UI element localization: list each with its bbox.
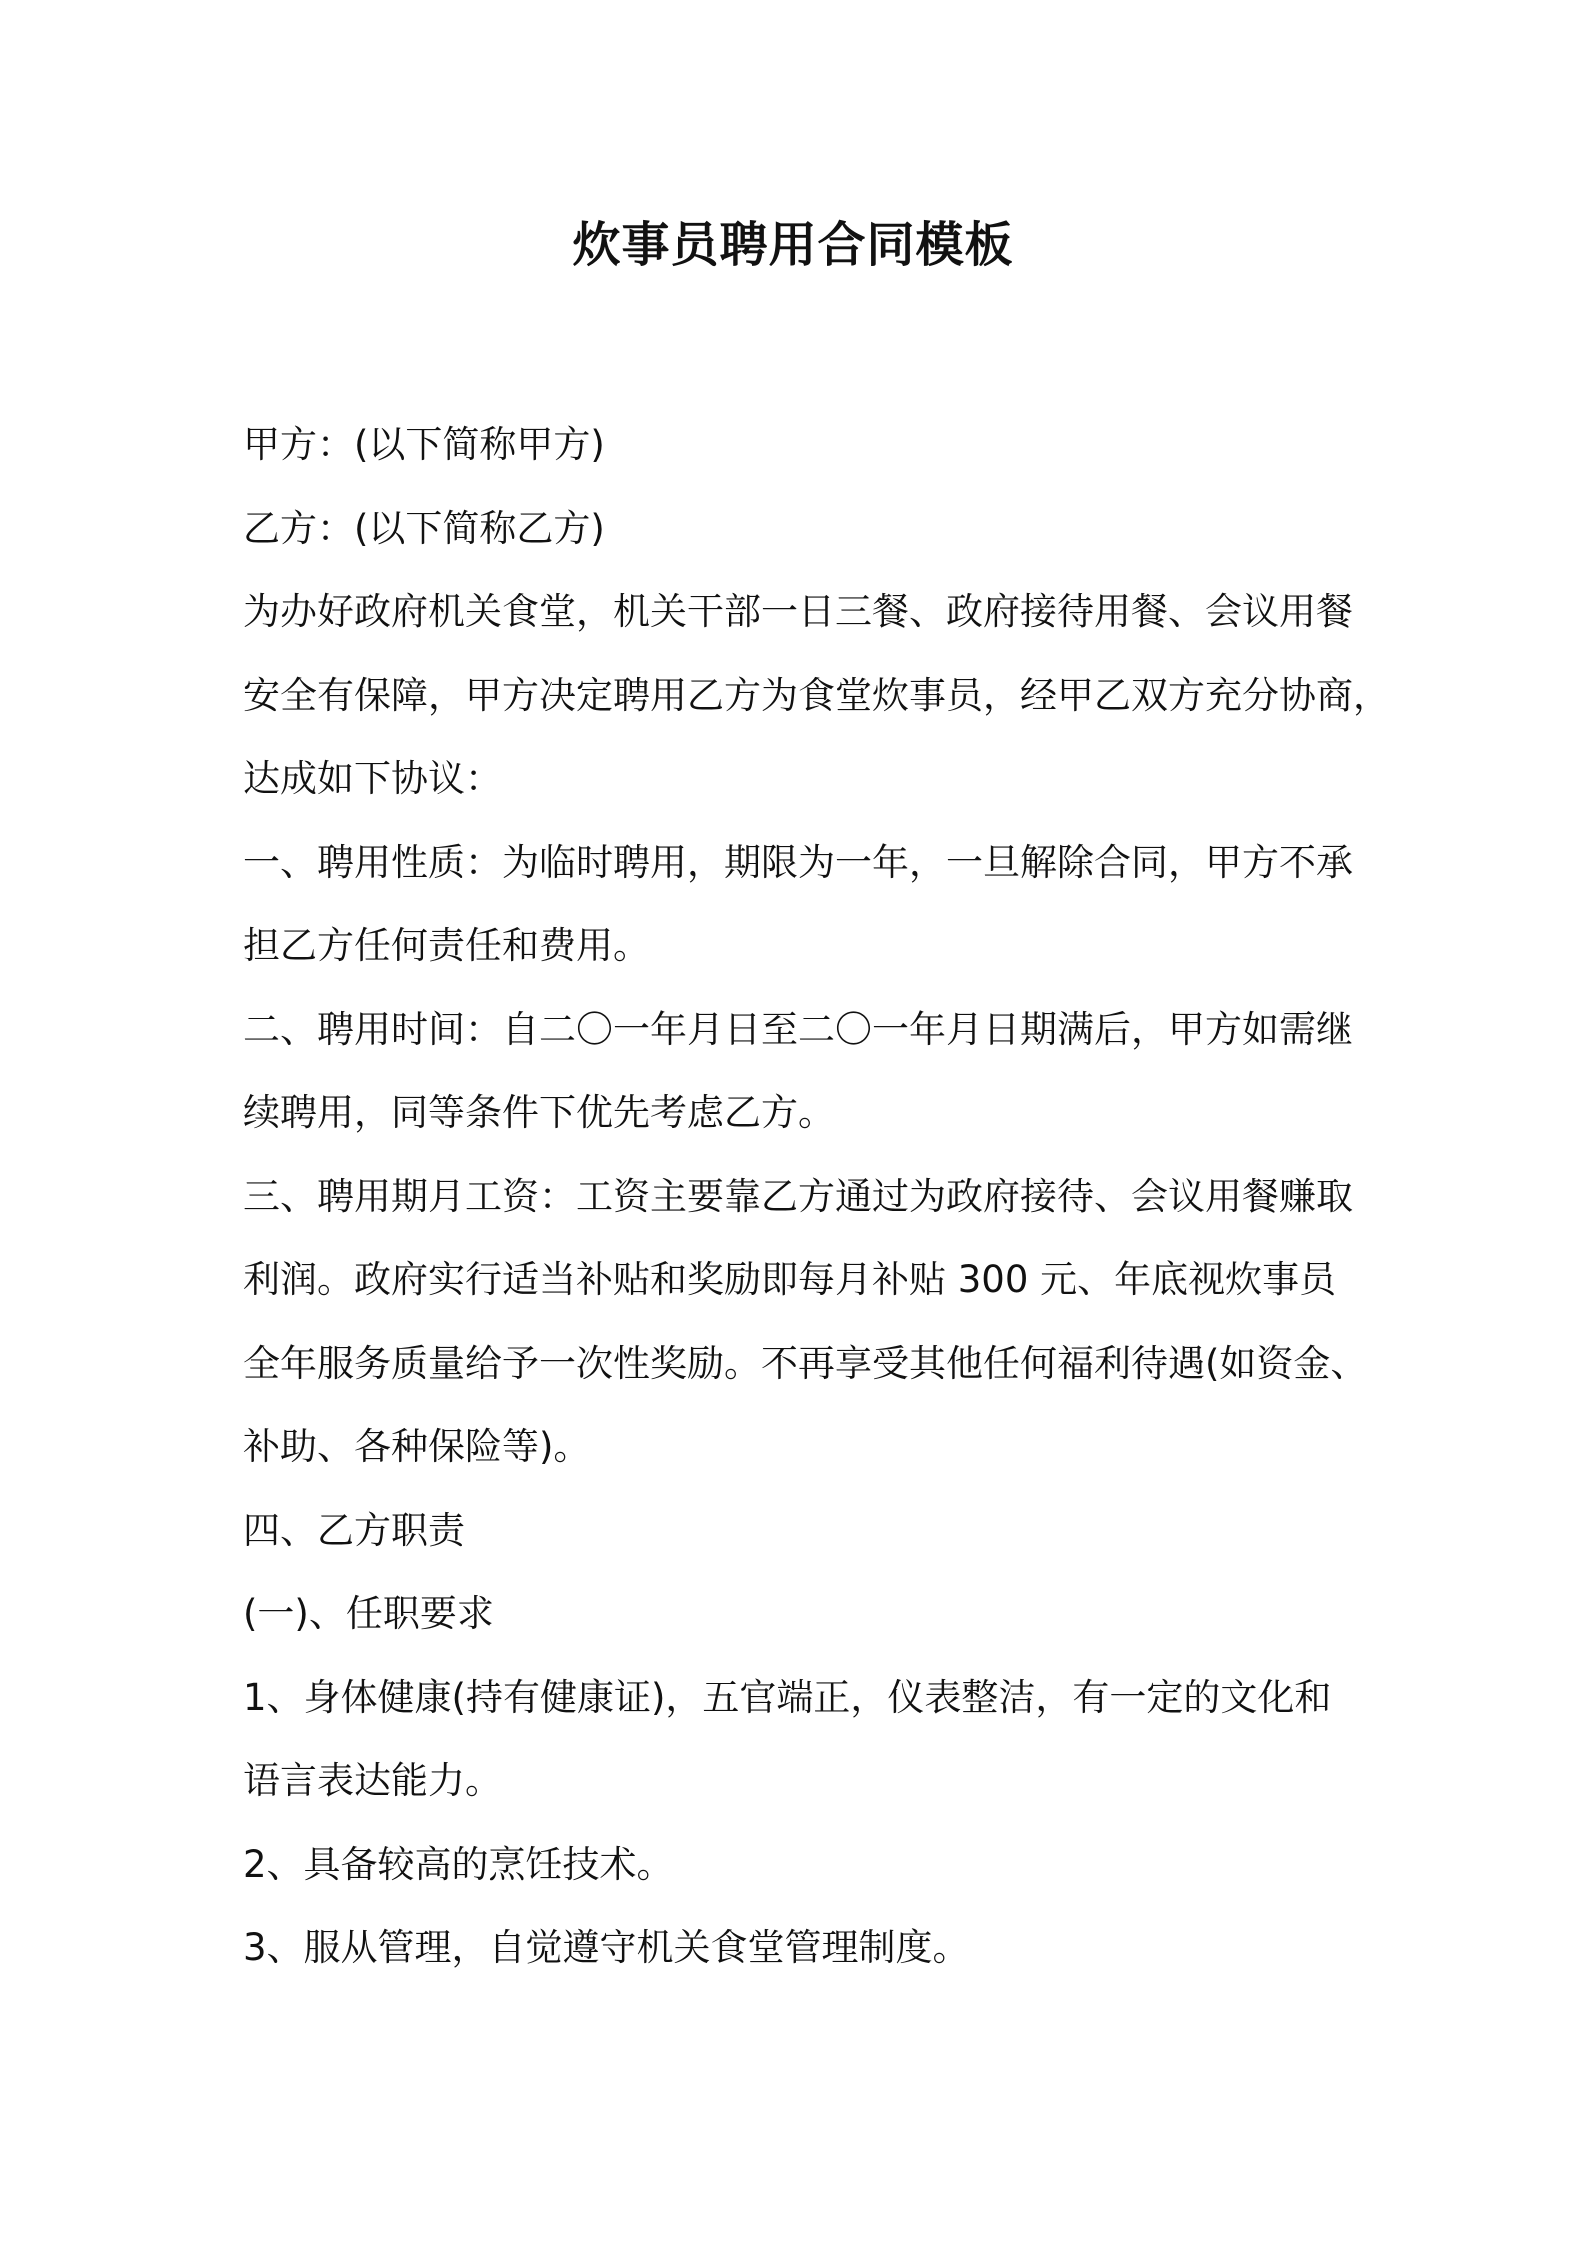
clause-3-line: 利润。政府实行适当补贴和奖励即每月补贴 300 元、年底视炊事员 bbox=[243, 1258, 1337, 1301]
clause-4-heading: 四、乙方职责 bbox=[243, 1508, 465, 1552]
requirement-item-2: 2、具备较高的烹饪技术。 bbox=[243, 1842, 674, 1886]
document-body bbox=[243, 403, 1390, 1990]
clause-1-line: 一、聘用性质：为临时聘用，期限为一年，一旦解除合同，甲方不承 bbox=[243, 840, 1353, 884]
clause-1-line: 担乙方任何责任和费用。 bbox=[243, 924, 650, 967]
requirement-item-1: 1、身体健康(持有健康证)，五官端正，仪表整洁，有一定的文化和 bbox=[243, 1675, 1332, 1719]
clause-2-line: 二、聘用时间：自二〇一年月日至二〇一年月日期满后，甲方如需继 bbox=[243, 1007, 1353, 1051]
preamble-line: 达成如下协议： bbox=[243, 757, 502, 800]
party-b-line: 乙方：(以下简称乙方) bbox=[243, 506, 605, 550]
document-title: 炊事员聘用合同模板 bbox=[572, 217, 1014, 273]
preamble-line: 为办好政府机关食堂，机关干部一日三餐、政府接待用餐、会议用餐 bbox=[243, 590, 1353, 633]
requirement-item-1: 语言表达能力。 bbox=[243, 1759, 502, 1802]
preamble-line: 安全有保障，甲方决定聘用乙方为食堂炊事员，经甲乙双方充分协商， bbox=[243, 673, 1390, 717]
subsection-heading: (一)、任职要求 bbox=[243, 1592, 494, 1635]
requirement-item-3: 3、服从管理，自觉遵守机关食堂管理制度。 bbox=[243, 1926, 970, 1969]
clause-3-line: 三、聘用期月工资：工资主要靠乙方通过为政府接待、会议用餐赚取 bbox=[243, 1174, 1353, 1218]
party-a-line: 甲方：(以下简称甲方) bbox=[243, 423, 605, 466]
clause-3-line: 全年服务质量给予一次性奖励。不再享受其他任何福利待遇(如资金、 bbox=[243, 1341, 1368, 1385]
clause-2-line: 续聘用，同等条件下优先考虑乙方。 bbox=[243, 1091, 835, 1134]
clause-3-line: 补助、各种保险等)。 bbox=[243, 1425, 591, 1468]
